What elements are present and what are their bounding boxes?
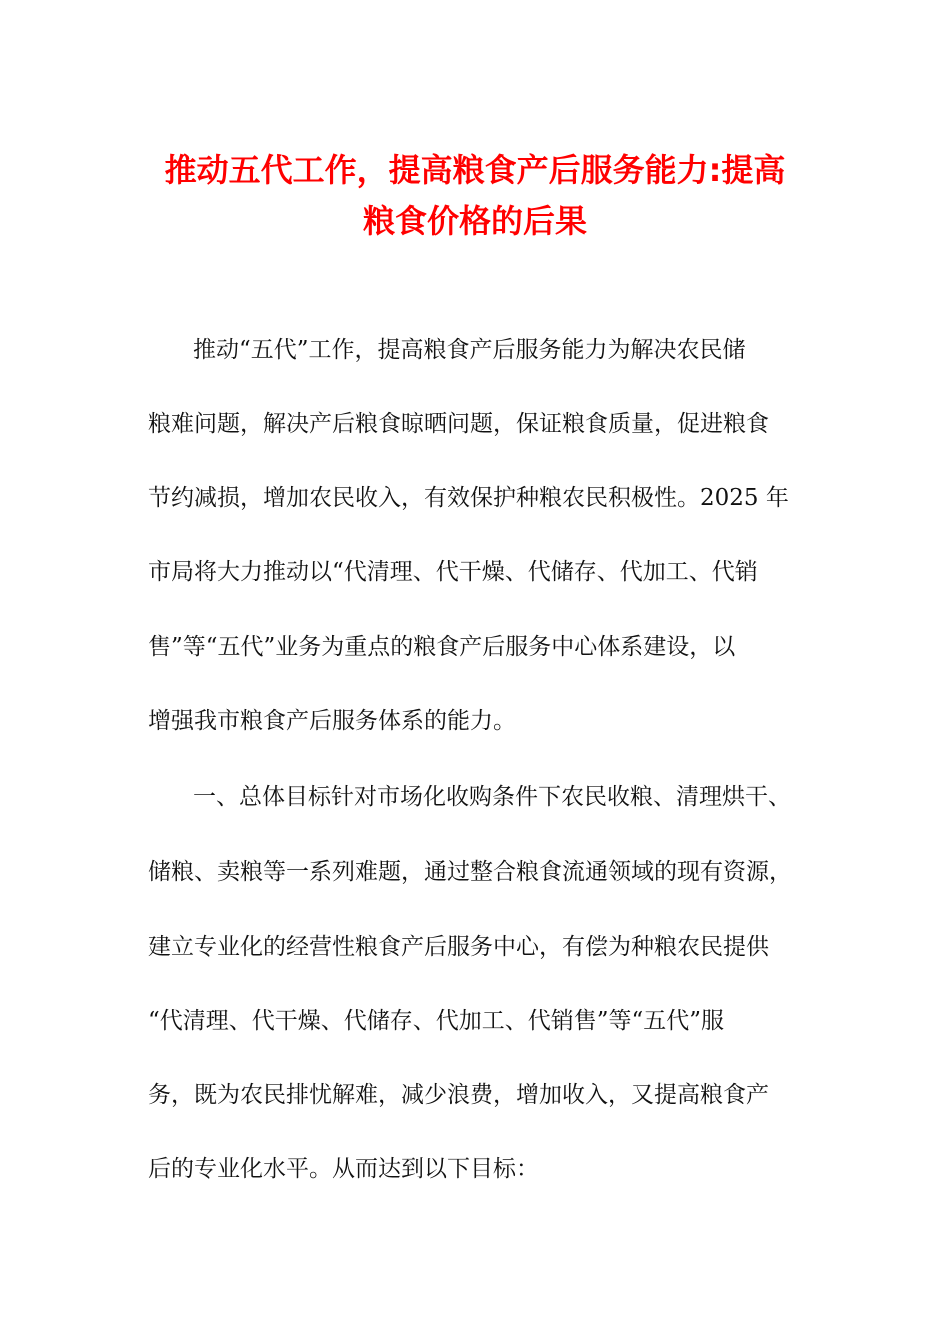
document-title-line-1: 推动五代工作，提高粮食产后服务能力:提高 (164, 151, 786, 189)
paragraph-2-line: 后的专业化水平。从而达到以下目标： (148, 1156, 539, 1182)
paragraph-2-line: 务，既为农民排忧解难，减少浪费，增加收入，又提高粮食产 (148, 1082, 769, 1108)
paragraph-2-line: 一、总体目标针对市场化收购条件下农民收粮、清理烘干、 (193, 784, 791, 810)
paragraph-1-line: 推动“五代”工作，提高粮食产后服务能力为解决农民储 (193, 337, 746, 363)
paragraph-2-line: 建立专业化的经营性粮食产后服务中心，有偿为种粮农民提供 (148, 934, 769, 960)
paragraph-1-line: 增强我市粮食产后服务体系的能力。 (148, 708, 516, 734)
document-title-line-2: 粮食价格的后果 (362, 202, 587, 240)
paragraph-2-line: 储粮、卖粮等一系列难题，通过整合粮食流通领域的现有资源， (148, 859, 792, 885)
paragraph-1-line: 售”等“五代”业务为重点的粮食产后服务中心体系建设，以 (148, 634, 736, 660)
paragraph-1-line: 粮难问题，解决产后粮食晾晒问题，保证粮食质量，促进粮食 (148, 411, 769, 437)
paragraph-2-line: “代清理、代干燥、代储存、代加工、代销售”等“五代”服 (148, 1008, 725, 1034)
paragraph-1-line: 节约减损，增加农民收入，有效保护种粮农民积极性。2025 年 (148, 485, 789, 511)
paragraph-1-line: 市局将大力推动以“代清理、代干燥、代储存、代加工、代销 (148, 559, 758, 585)
